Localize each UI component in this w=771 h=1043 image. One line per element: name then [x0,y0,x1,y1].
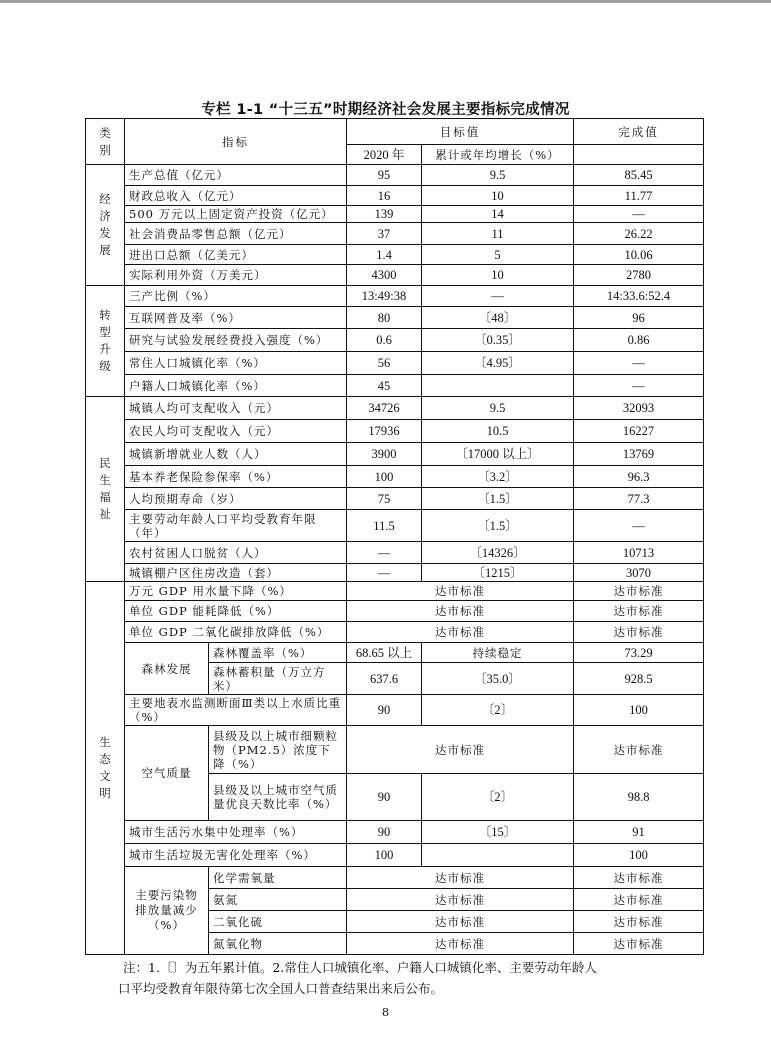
indicator-cell: 氨氮 [209,889,347,911]
growth-cell [422,375,574,397]
indicators-table [85,118,704,955]
target-2020-cell: 100 [347,466,422,488]
target-2020-cell: — [347,564,422,582]
table-row [86,821,704,844]
growth-cell: 9.5 [422,165,574,186]
indicator-cell: 人均预期寿命（岁） [125,488,347,510]
target-2020-cell: 11.5 [347,510,422,542]
target-2020-cell: 90 [347,774,422,821]
growth-cell: — [422,286,574,307]
category-ecology [86,582,125,955]
indicator-cell: 农村贫困人口脱贫（人） [125,542,347,564]
completed-cell: 达市标准 [574,601,704,622]
indicator-cell: 主要地表水监测断面Ⅲ类以上水质比重（%） [125,695,347,726]
category-label: 民生福祉 [99,456,111,521]
growth-cell: 11 [422,223,574,245]
category-economy [86,165,125,286]
target-2020-cell: 100 [347,844,422,867]
target-2020-cell: 17936 [347,420,422,443]
header-completed-empty [574,145,704,165]
table-row [86,329,704,352]
completed-cell: 100 [574,695,704,726]
completed-cell: 达市标准 [574,622,704,643]
completed-cell: 0.86 [574,329,704,352]
table-row [86,695,704,726]
completed-cell: 100 [574,844,704,867]
target-merged-cell: 达市标准 [347,582,574,601]
completed-cell: 98.8 [574,774,704,821]
footnote-line-2: 口平均受教育年限待第七次全国人口普查结果出来后公布。 [118,981,444,996]
target-merged-cell: 达市标准 [347,726,574,774]
indicator-cell: 二氧化硫 [209,911,347,933]
completed-cell: 达市标准 [574,911,704,933]
completed-cell: 10.06 [574,245,704,265]
indicator-cell: 基本养老保险参保率（%） [125,466,347,488]
table-row [86,245,704,265]
indicator-cell: 森林蓄积量（万立方米） [209,663,347,695]
growth-cell: 9.5 [422,397,574,420]
target-2020-cell: 4300 [347,265,422,286]
indicator-cell: 进出口总额（亿美元） [125,245,347,265]
indicator-cell: 单位 GDP 能耗降低（%） [125,601,347,622]
target-merged-cell: 达市标准 [347,867,574,889]
table-title: 专栏 1-1 “十三五”时期经济社会发展主要指标完成情况 [201,102,570,118]
completed-cell: 26.22 [574,223,704,245]
table-row [86,582,704,601]
indicator-cell: 财政总收入（亿元） [125,186,347,206]
header-target-2020: 2020 年 [347,145,422,165]
target-2020-cell: 37 [347,223,422,245]
growth-cell: 〔48〕 [422,307,574,329]
table-row [86,186,704,206]
growth-cell: 10.5 [422,420,574,443]
completed-cell: 达市标准 [574,933,704,955]
table-row [86,564,704,582]
header-target: 目标值 [347,119,574,145]
growth-cell: 10 [422,265,574,286]
completed-cell: 928.5 [574,663,704,695]
indicator-cell: 主要劳动年龄人口平均受教育年限（年） [125,510,347,542]
target-2020-cell: 95 [347,165,422,186]
indicator-cell: 研究与试验发展经费投入强度（%） [125,329,347,352]
footnote [118,957,683,999]
target-2020-cell: 56 [347,352,422,375]
table-row [86,223,704,245]
table-row [86,375,704,397]
group-pollutants: 主要污染物排放量减少（%） [125,867,209,955]
completed-cell: — [574,352,704,375]
indicator-cell: 单位 GDP 二氧化碳排放降低（%） [125,622,347,643]
table-row [86,443,704,466]
header-completed: 完成值 [574,119,704,145]
table-row [86,844,704,867]
indicator-cell: 城市生活垃圾无害化处理率（%） [125,844,347,867]
completed-cell: 91 [574,821,704,844]
target-2020-cell: 90 [347,695,422,726]
growth-cell: 〔2〕 [422,695,574,726]
table-row [86,286,704,307]
indicator-cell: 化学需氧量 [209,867,347,889]
completed-cell: 3070 [574,564,704,582]
target-2020-cell: 90 [347,821,422,844]
target-2020-cell: 139 [347,206,422,223]
growth-cell: 10 [422,186,574,206]
completed-cell: 13769 [574,443,704,466]
target-2020-cell: 16 [347,186,422,206]
table-row [86,510,704,542]
target-2020-cell: 75 [347,488,422,510]
table-row [86,622,704,643]
table-row [86,165,704,186]
indicator-cell: 实际利用外资（万美元） [125,265,347,286]
table-row [86,867,704,889]
header-row [86,119,704,145]
completed-cell: — [574,510,704,542]
indicator-cell: 三产比例（%） [125,286,347,307]
growth-cell: 〔0.35〕 [422,329,574,352]
indicator-cell: 城镇棚户区住房改造（套） [125,564,347,582]
table-row [86,265,704,286]
growth-cell: 〔14326〕 [422,542,574,564]
completed-cell: 达市标准 [574,582,704,601]
group-air-quality: 空气质量 [125,726,209,821]
table-row [86,420,704,443]
table-row [86,726,704,774]
table-row [86,307,704,329]
growth-cell: 〔35.0〕 [422,663,574,695]
completed-cell: — [574,206,704,223]
header-category [86,119,125,165]
target-2020-cell: 1.4 [347,245,422,265]
footnote-line-1: 注：1.〔〕为五年累计值。2.常住人口城镇化率、户籍人口城镇化率、主要劳动年龄人 [123,960,597,975]
growth-cell: 〔3.2〕 [422,466,574,488]
growth-cell: 〔17000 以上〕 [422,443,574,466]
completed-cell: 14:33.6:52.4 [574,286,704,307]
growth-cell: 持续稳定 [422,643,574,663]
table-row [86,488,704,510]
completed-cell: 16227 [574,420,704,443]
target-2020-cell: 3900 [347,443,422,466]
category-label: 生态文明 [99,735,111,800]
indicator-cell: 常住人口城镇化率（%） [125,352,347,375]
completed-cell: 达市标准 [574,889,704,911]
target-merged-cell: 达市标准 [347,933,574,955]
indicator-cell: 500 万元以上固定资产投资（亿元） [125,206,347,223]
indicator-cell: 互联网普及率（%） [125,307,347,329]
completed-cell: 73.29 [574,643,704,663]
indicator-cell: 社会消费品零售总额（亿元） [125,223,347,245]
growth-cell: 〔4.95〕 [422,352,574,375]
indicator-cell: 户籍人口城镇化率（%） [125,375,347,397]
growth-cell: 〔1.5〕 [422,488,574,510]
target-merged-cell: 达市标准 [347,911,574,933]
target-merged-cell: 达市标准 [347,622,574,643]
group-forest: 森林发展 [125,643,209,695]
completed-cell: 达市标准 [574,726,704,774]
target-2020-cell: 68.65 以上 [347,643,422,663]
completed-cell: 11.77 [574,186,704,206]
table-row [86,352,704,375]
target-2020-cell: 13:49:38 [347,286,422,307]
growth-cell: 14 [422,206,574,223]
completed-cell: 77.3 [574,488,704,510]
completed-cell: 96 [574,307,704,329]
indicator-cell: 森林覆盖率（%） [209,643,347,663]
growth-cell: 〔1215〕 [422,564,574,582]
table-row [86,542,704,564]
indicator-cell: 县级及以上城市细颗粒物（PM2.5）浓度下降（%） [209,726,347,774]
page-number: 8 [381,1005,390,1019]
header-category-text: 类别 [99,125,111,157]
growth-cell: 〔1.5〕 [422,510,574,542]
target-merged-cell: 达市标准 [347,889,574,911]
indicator-cell: 县级及以上城市空气质量优良天数比率（%） [209,774,347,821]
table-row [86,466,704,488]
target-2020-cell: 0.6 [347,329,422,352]
completed-cell: 达市标准 [574,867,704,889]
indicator-cell: 城镇人均可支配收入（元） [125,397,347,420]
indicator-cell: 城镇新增就业人数（人） [125,443,347,466]
target-2020-cell: 45 [347,375,422,397]
growth-cell: 5 [422,245,574,265]
completed-cell: 85.45 [574,165,704,186]
table-row [86,206,704,223]
growth-cell [422,844,574,867]
table-row [86,601,704,622]
table-row [86,397,704,420]
indicator-cell: 万元 GDP 用水量下降（%） [125,582,347,601]
category-label: 转型升级 [99,308,111,373]
indicator-cell: 农民人均可支配收入（元） [125,420,347,443]
target-2020-cell: 34726 [347,397,422,420]
category-transformation [86,286,125,397]
indicator-cell: 氮氧化物 [209,933,347,955]
completed-cell: — [574,375,704,397]
growth-cell: 〔15〕 [422,821,574,844]
target-merged-cell: 达市标准 [347,601,574,622]
target-2020-cell: 637.6 [347,663,422,695]
viewer-top-border [0,0,771,3]
header-indicator: 指标 [125,119,347,165]
category-livelihood [86,397,125,582]
target-2020-cell: — [347,542,422,564]
indicator-cell: 生产总值（亿元） [125,165,347,186]
table-row [86,643,704,663]
header-target-growth: 累计或年均增长（%） [422,145,574,165]
completed-cell: 32093 [574,397,704,420]
completed-cell: 96.3 [574,466,704,488]
indicator-cell: 城市生活污水集中处理率（%） [125,821,347,844]
completed-cell: 2780 [574,265,704,286]
category-label: 经济发展 [99,192,111,257]
target-2020-cell: 80 [347,307,422,329]
completed-cell: 10713 [574,542,704,564]
growth-cell: 〔2〕 [422,774,574,821]
